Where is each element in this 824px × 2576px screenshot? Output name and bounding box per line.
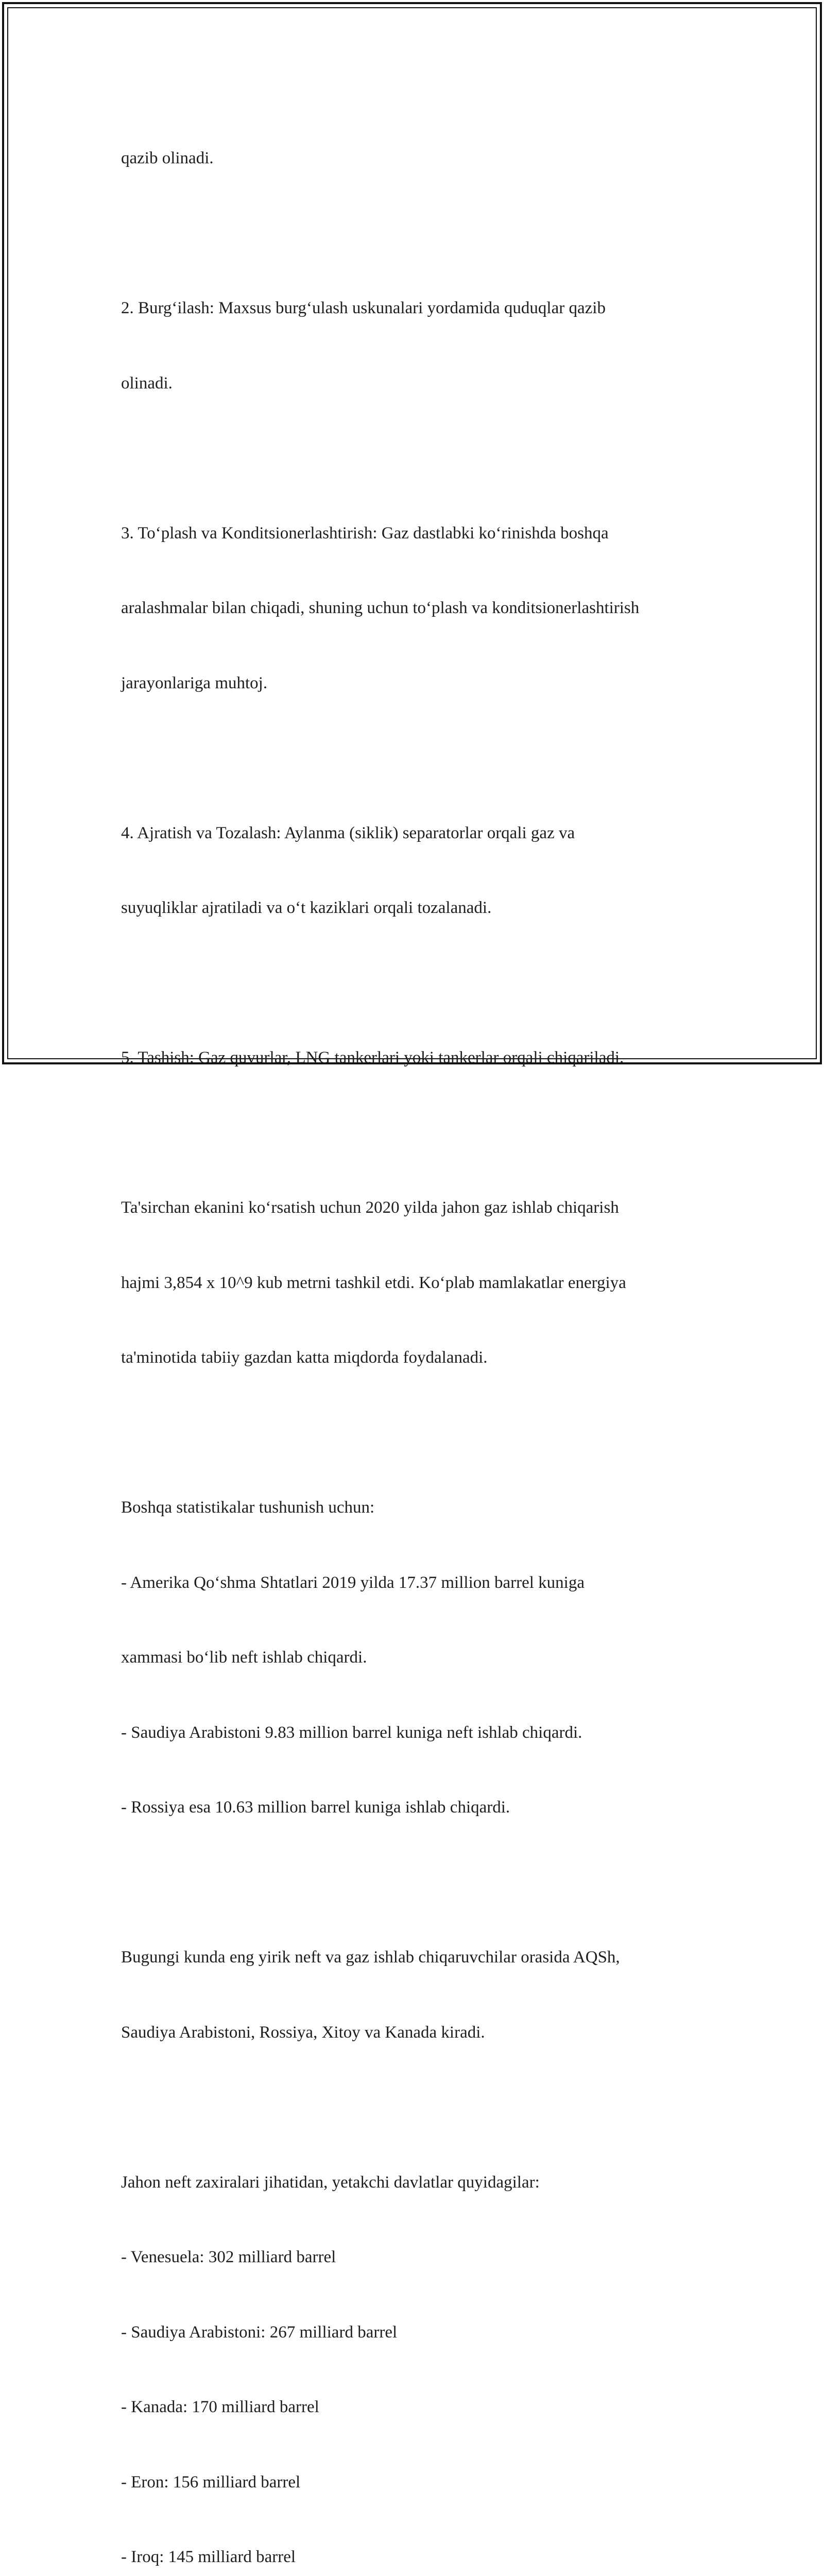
text-line: 3. To‘plash va Konditsionerlashtirish: Gaz dastlabki ko‘rinishda boshqa: [121, 521, 729, 546]
list-item: - Iroq: 145 milliard barrel: [121, 2545, 729, 2570]
paragraph-step-drilling: [121, 246, 729, 446]
text-line: 2. Burg‘ilash: Maxsus burg‘ulash uskunalari yordamida quduqlar qazib: [121, 296, 729, 321]
paragraph-largest-producers: [121, 1895, 729, 2095]
paragraph-continuation: [121, 96, 729, 221]
text-line: 5. Tashish: Gaz quvurlar, LNG tankerlari yoki tankerlar orqali chiqariladi.: [121, 1045, 729, 1071]
list-item: - Kanada: 170 milliard barrel: [121, 2395, 729, 2420]
list-item: - Amerika Qo‘shma Shtatlari 2019 yilda 17.37 million barrel kuniga: [121, 1570, 729, 1596]
list-item: - Rossiya esa 10.63 million barrel kuniga ishlab chiqardi.: [121, 1795, 729, 1820]
text-line: hajmi 3,854 x 10^9 kub metrni tashkil etdi. Ko‘plab mamlakatlar energiya: [121, 1270, 729, 1296]
text-line: suyuqliklar ajratiladi va o‘t kaziklari orqali tozalanadi.: [121, 895, 729, 921]
list-item: xammasi bo‘lib neft ishlab chiqardi.: [121, 1645, 729, 1670]
paragraph-step-collection: [121, 471, 729, 746]
paragraph-oil-reserves: [121, 2120, 729, 2576]
text-line: Boshqa statistikalar tushunish uchun:: [121, 1495, 729, 1520]
text-line: olinadi.: [121, 371, 729, 396]
text-line: ta'minotida tabiiy gazdan katta miqdorda foydalanadi.: [121, 1345, 729, 1370]
text-line: Jahon neft zaxiralari jihatidan, yetakchi davlatlar quyidagilar:: [121, 2170, 729, 2195]
paragraph-world-gas-production: [121, 1145, 729, 1420]
text-line: qazib olinadi.: [121, 146, 729, 171]
paragraph-step-transport: [121, 995, 729, 1121]
text-line: Saudiya Arabistoni, Rossiya, Xitoy va Kanada kiradi.: [121, 2020, 729, 2045]
list-item: - Venesuela: 302 milliard barrel: [121, 2245, 729, 2270]
list-item: - Saudiya Arabistoni: 267 milliard barrel: [121, 2320, 729, 2345]
paragraph-step-separation: [121, 771, 729, 971]
text-line: 4. Ajratish va Tozalash: Aylanma (siklik) separatorlar orqali gaz va: [121, 821, 729, 846]
text-line: Ta'sirchan ekanini ko‘rsatish uchun 2020 yilda jahon gaz ishlab chiqarish: [121, 1195, 729, 1221]
list-item: - Eron: 156 milliard barrel: [121, 2470, 729, 2495]
list-item: - Saudiya Arabistoni 9.83 million barrel kuniga neft ishlab chiqardi.: [121, 1720, 729, 1745]
text-line: Bugungi kunda eng yirik neft va gaz ishlab chiqaruvchilar orasida AQSh,: [121, 1945, 729, 1970]
text-line: jarayonlariga muhtoj.: [121, 671, 729, 696]
text-line: aralashmalar bilan chiqadi, shuning uchun to‘plash va konditsionerlashtirish: [121, 596, 729, 621]
paragraph-other-statistics: [121, 1445, 729, 1870]
document-body: [121, 96, 729, 2576]
